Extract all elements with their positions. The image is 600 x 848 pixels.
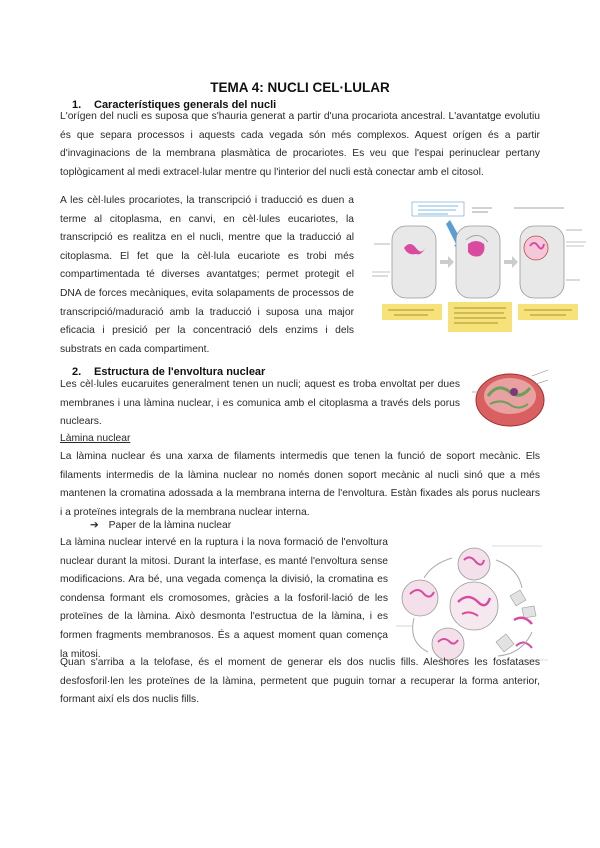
lamina-mitosis-diagram [392, 542, 550, 666]
section-2-number: 2. [72, 366, 82, 378]
figure-nuclear-envelope [470, 362, 550, 432]
lamina-role-subheading [90, 519, 231, 531]
section-2-paragraph-4: Quan s'arriba a la telofase, és el moment de generar els dos nuclis fills. Aleshores les fosfatases desfosforil·len les proteïnes de la làmina, permetent que puguin tornar a recuperar la forma anterior, formant així els dos nuclis fills. [60, 657, 540, 706]
page-title: TEMA 4: NUCLI CEL·LULAR [210, 80, 390, 95]
section-1-number: 1. [72, 99, 82, 111]
lamina-role-subheading-text: Paper de la làmina nuclear [108, 520, 232, 531]
lamina-nuclear-heading: Làmina nuclear [60, 433, 131, 444]
nuclear-envelope-diagram [470, 362, 550, 432]
section-1-paragraph-2: A les cèl·lules procariotes, la transcripció i traducció es duen a terme al citoplasma, en canvi, en cèl·lules eucariotes, la transcripció es realitza en el nucli, mentre que la traducció al citoplasma. El fet que la cèl·lula eucariote es trobi més compartimentada té diverses avantatges; permet protegit el DNA de forces mecàniques, evita solapaments de processos de transcripció/maduració amb la traducció i suposa una major eficacia i presició per la concentració dels enzims i dels substrats en cada compartiment. [60, 195, 354, 355]
section-2-paragraph-3: La làmina nuclear intervé en la ruptura i la nova formació de l'envoltura nuclear durant la mitosi. Durant la interfase, es manté l'envoltura sense modificacions. Ara bé, una vegada comença la divisió, la cromatina es condensa formant els cromosomes, gràcies a la fosforil·lació de les proteïnes de la làmina. Això desmonta l'estructua de la làmina, i es formen fragments membranosos. És a aquest moment quan comença la mitosi. [60, 537, 388, 660]
figure-lamina-mitosis [392, 542, 550, 666]
section-1-title: Característiques generals del nucli [94, 99, 277, 111]
section-2-paragraph-1: Les cèl·lules eucaruites generalment tenen un nucli; aquest es troba envoltat per dues membranes i una làmina nuclear, i es comunica amb el citoplasma a través dels porus nuclears. [60, 379, 460, 428]
nucleus-evolution-diagram [368, 200, 590, 332]
section-1-paragraph-1: L'orígen del nucli es suposa que s'hauria generat a partir d'una procariota ancestral. L'avantatge evolutiu és que separa processos i aquests cada vegada són més complexos. Aquest orígen és a partir d'invaginacions de la membrana plasmàtica de procariotes. Es veu que l'espai perinuclear pertany toplògicament al medi extracel·lular mentre qu l'interior del nucli està conectar amb el citosol. [60, 111, 540, 178]
section-2-paragraph-2: La làmina nuclear és una xarxa de filaments intermedis que tenen la funció de soport mecànic. Els filaments intermedis de la làmina nuclear no només donen soport mecànic al nucli sinó que a més mantenen la cromatina adossada a la membrana interna de l'envoltura. Estàn fixades als porus nuclears i a proteïnes integrals de la membrana nuclear interna. [60, 451, 540, 518]
arrow-icon: ➔ [90, 520, 99, 531]
figure-nucleus-evolution [368, 200, 590, 332]
section-2-title: Estructura de l'envoltura nuclear [94, 366, 266, 378]
